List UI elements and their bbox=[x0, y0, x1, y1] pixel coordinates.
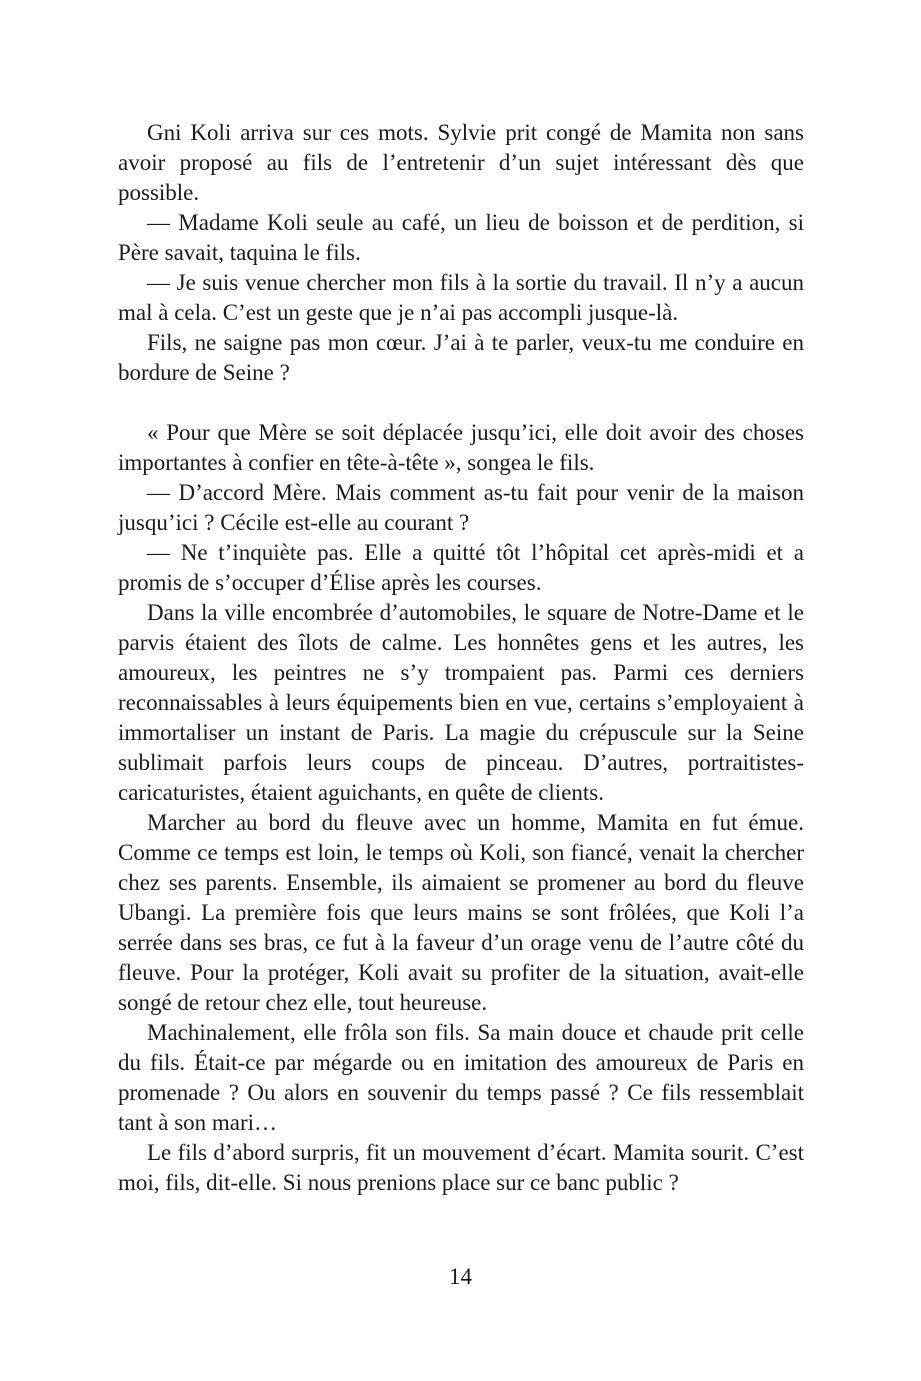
page-body bbox=[118, 118, 804, 1198]
paragraph-7: — Ne t’inquiète pas. Elle a quitté tôt l’hôpital cet après-midi et a promis de s’occuper d’Élise après les courses. bbox=[118, 540, 804, 595]
paragraph-5: « Pour que Mère se soit déplacée jusqu’ici, elle doit avoir des choses importantes à confier en tête-à-tête », songea le fils. bbox=[118, 420, 804, 475]
paragraph-8: Dans la ville encombrée d’automobiles, le square de Notre-Dame et le parvis étaient des îlots de calme. Les honnêtes gens et les autres, les amoureux, les peintres ne s’y trompaient pas. Parmi ces derniers reconnaissables à leurs équipements bien en vue, certains s’employaient à immortaliser un instant de Paris. La magie du crépuscule sur la Seine sublimait parfois leurs coups de pinceau. D’autres, portraitistes-caricaturistes, étaient aguichants, en quête de clients. bbox=[118, 600, 804, 805]
paragraph-4: Fils, ne saigne pas mon cœur. J’ai à te parler, veux-tu me conduire en bordure de Seine ? bbox=[118, 330, 804, 385]
page-number: 14 bbox=[449, 1264, 472, 1289]
paragraph-11: Le fils d’abord surpris, fit un mouvement d’écart. Mamita sourit. C’est moi, fils, dit-elle. Si nous prenions place sur ce banc public ? bbox=[118, 1140, 804, 1195]
paragraph-2: — Madame Koli seule au café, un lieu de boisson et de perdition, si Père savait, taquina le fils. bbox=[118, 210, 804, 265]
paragraph-3: — Je suis venue chercher mon fils à la sortie du travail. Il n’y a aucun mal à cela. C’est un geste que je n’ai pas accompli jusque-là. bbox=[118, 270, 804, 325]
paragraph-10: Machinalement, elle frôla son fils. Sa main douce et chaude prit celle du fils. Était-ce par mégarde ou en imitation des amoureux de Paris en promenade ? Ou alors en souvenir du temps passé ? Ce fils ressemblait tant à son mari… bbox=[118, 1020, 804, 1135]
paragraph-1: Gni Koli arriva sur ces mots. Sylvie prit congé de Mamita non sans avoir proposé au fils de l’entretenir d’un sujet intéressant dès que possible. bbox=[118, 120, 804, 205]
paragraph-6: — D’accord Mère. Mais comment as-tu fait pour venir de la maison jusqu’ici ? Cécile est-elle au courant ? bbox=[118, 480, 804, 535]
section-break bbox=[118, 388, 804, 418]
paragraph-9: Marcher au bord du fleuve avec un homme, Mamita en fut émue. Comme ce temps est loin, le temps où Koli, son fiancé, venait la chercher chez ses parents. Ensemble, ils aimaient se promener au bord du fleuve Ubangi. La première fois que leurs mains se sont frôlées, que Koli l’a serrée dans ses bras, ce fut à la faveur d’un orage venu de l’autre côté du fleuve. Pour la protéger, Koli avait su profiter de la situation, avait-elle songé de retour chez elle, tout heureuse. bbox=[118, 810, 804, 1015]
